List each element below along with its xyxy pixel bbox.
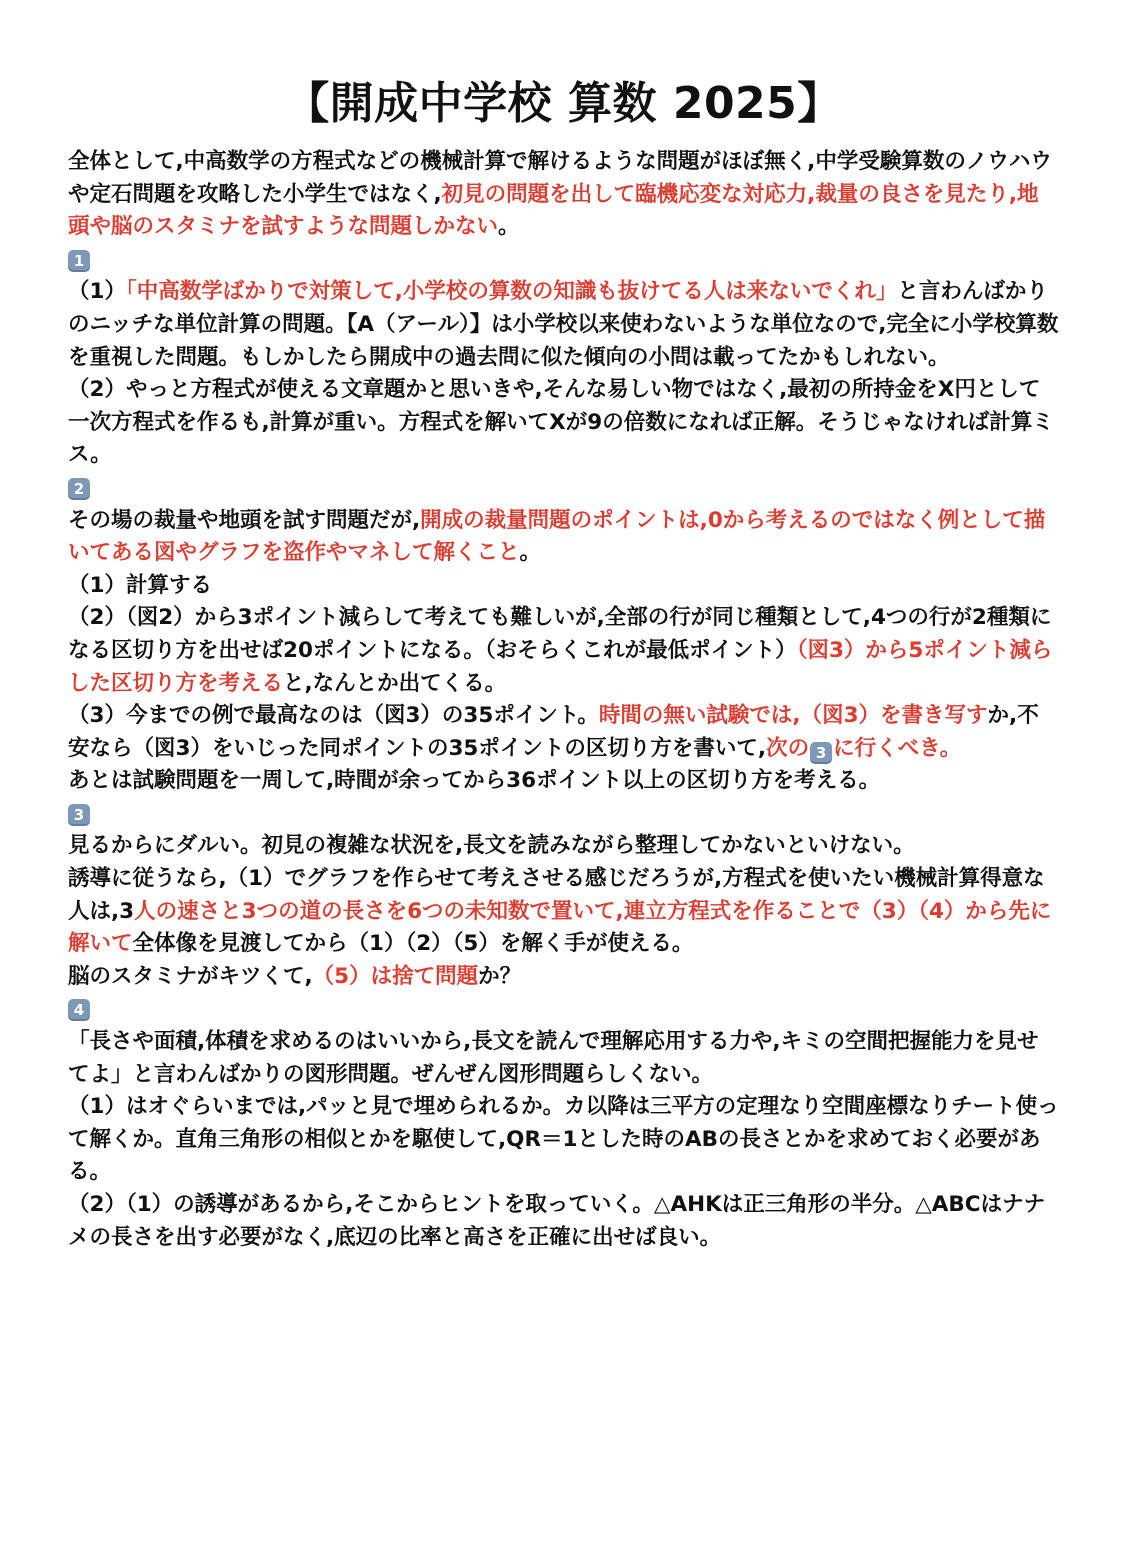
- section-3-line-2: [68, 863, 1059, 961]
- section-3-text-end: 全体像を見渡してから（1）（2）（5）を解く手が使える。: [132, 931, 694, 957]
- section-1-highlight: 「中高数学ばかりで対策して,小学校の算数の知識も抜けてる人は来ないでくれ」: [125, 279, 898, 305]
- section-3-line-3-highlight: （5）は捨て問題: [312, 963, 479, 989]
- section-2-intro: [68, 505, 1059, 570]
- section-2-item-2-text: （2）（図2）から3ポイント減らして考えても難しいが,全部の行が同じ種類として,4つの行が2種類になる区切り方を出せば20ポイントになる。（おそらくこれが最低ポイント）: [68, 605, 1052, 663]
- section-2-note: あとは試験問題を一周して,時間が余ってから36ポイント以上の区切り方を考える。: [68, 768, 881, 794]
- section-2-text-end: 。: [519, 540, 542, 566]
- section-4-item-2: （2）（1）の誘導があるから,そこからヒントを取っていく。△AHKは正三角形の半分。△ABCはナナメの長さを出す必要がなく,底辺の比率と高さを正確に出せば良い。: [68, 1192, 1046, 1250]
- page-title: 【開成中学校 算数 2025】: [285, 78, 842, 129]
- number-3-badge-icon-inline: 3: [810, 742, 832, 764]
- section-1-text: と言わんばかりのニッチな単位計算の問題。【A（アール）】は小学校以来使わないような単位なので,完全に小学校算数を重視した問題。もしかしたら開成中の過去問に似た傾向の小問は載ってたかもしれない。: [68, 279, 1059, 370]
- number-1-badge-icon: 1: [68, 250, 90, 272]
- section-2-highlight: 開成の裁量問題のポイントは,0から考えるのではなく例として描いてある図やグラフを盗作やマネして解くこと: [68, 507, 1046, 566]
- section-4-item-1: （1）はオぐらいまでは,パッと見で埋められるか。カ以降は三平方の定理なり空間座標なりチート使って解くか。直角三角形の相似とかを駆使して,QR＝1とした時のABの長さとかを求めておく必要がある。: [68, 1094, 1059, 1185]
- section-3-line-3-end: か？: [478, 963, 522, 989]
- section-1-header: [68, 244, 1059, 277]
- section-2-item-2: [68, 602, 1059, 700]
- section-2-text: その場の裁量や地頭を試す問題だが,: [68, 507, 421, 533]
- intro-paragraph: [68, 146, 1059, 244]
- section-3-header: [68, 798, 1059, 831]
- section-4-intro: 「長さや面積,体積を求めるのはいいから,長文を読んで理解応用する力や,キミの空間把握能力を見せてよ」と言わんばかりの図形問題。ぜんぜん図形問題らしくない。: [68, 1029, 1039, 1087]
- section-3-line-3: [68, 961, 1059, 994]
- section-2-item-3-highlight-1: 時間の無い試験では,（図3）を書き写す: [598, 703, 988, 729]
- section-3-line-1: 見るからにダルい。初見の複雑な状況を,長文を読みながら整理してかないといけない。: [68, 833, 915, 859]
- section-2-header: [68, 472, 1059, 505]
- section-2-item-3-highlight-2b: に行くべき。: [833, 735, 962, 761]
- section-2-item-3-text-mid: か,不安なら（図3）をいじった同ポイントの35ポイントの区切り方を書いて,: [68, 703, 1039, 761]
- section-3-highlight: 人の速さと3つの道の長さを6つの未知数で置いて,連立方程式を作ることで（3）（4）から先に解いて: [68, 898, 1052, 957]
- section-3-line-3-text: 脳のスタミナがキツくて,: [68, 963, 313, 989]
- number-2-badge-icon: 2: [68, 478, 90, 500]
- item-number: （1）: [68, 279, 126, 305]
- section-2-item-3-highlight-2a: 次の: [766, 735, 810, 761]
- section-2-item-2-text-end: と,なんとか出てくる。: [283, 670, 507, 696]
- intro-highlight: 初見の問題を出して臨機応変な対応力,裁量の良さを見たり,地頭や脳のスタミナを試すような問題しかない: [68, 181, 1039, 240]
- number-4-badge-icon: 4: [68, 999, 90, 1021]
- number-3-badge-icon: 3: [68, 804, 90, 826]
- section-2-item-1: （1）計算する: [68, 572, 212, 598]
- section-2-item-3: [68, 700, 1059, 765]
- document-body: [68, 146, 1059, 1254]
- section-4-header: [68, 993, 1059, 1026]
- intro-text-end: 。: [498, 214, 520, 240]
- section-2-item-2-highlight: （図3）から5ポイント減らした区切り方を考える: [68, 637, 1053, 696]
- section-3-text: 誘導に従うなら,（1）でグラフを作らせて考えさせる感じだろうが,方程式を使いたい機械計算得意な人は,3: [68, 866, 1045, 924]
- section-2-item-3-text: （3）今までの例で最高なのは（図3）の35ポイント。: [68, 703, 599, 729]
- section-1-item-1: [68, 276, 1059, 374]
- intro-text: 全体として,中高数学の方程式などの機械計算で解けるような問題がほぼ無く,中学受験算数のノウハウや定石問題を攻略した小学生ではなく,: [68, 149, 1052, 207]
- section-1-item-2: （2）やっと方程式が使える文章題かと思いきや,そんな易しい物ではなく,最初の所持金をX円として一次方程式を作るも,計算が重い。方程式を解いてXが9の倍数になれば正解。そうじゃなければ計算ミス。: [68, 377, 1054, 468]
